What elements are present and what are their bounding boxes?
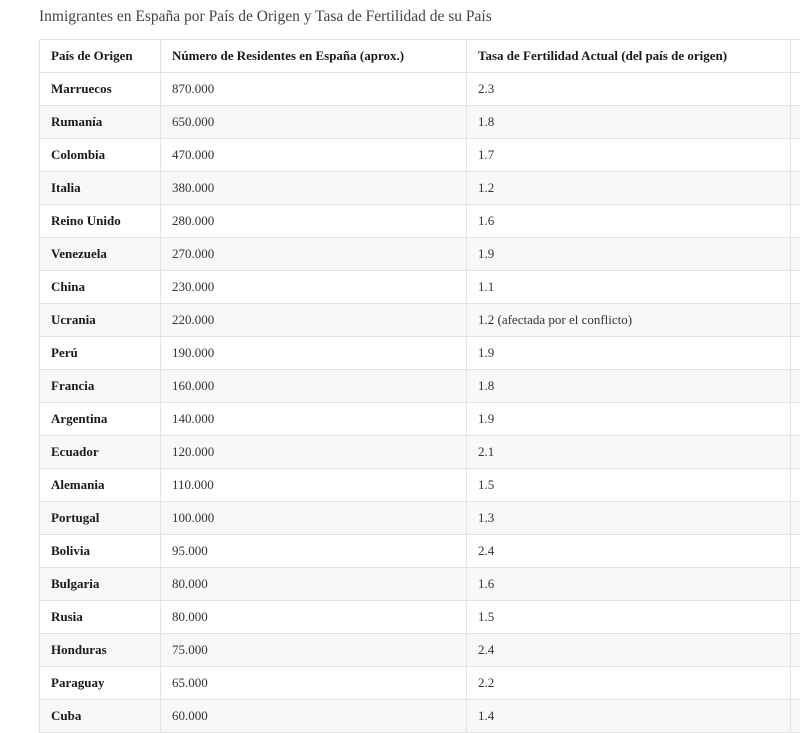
table-row bbox=[40, 205, 800, 238]
cell-country: Bolivia bbox=[40, 535, 161, 568]
cell-country: Rusia bbox=[40, 601, 161, 634]
cell-fertility: 2.2 bbox=[467, 667, 791, 700]
cell-country: Honduras bbox=[40, 634, 161, 667]
cell-fertility: 1.2 bbox=[467, 172, 791, 205]
cell-residents: 190.000 bbox=[161, 337, 467, 370]
cell-spacer bbox=[791, 634, 800, 667]
cell-country: Francia bbox=[40, 370, 161, 403]
cell-fertility: 1.9 bbox=[467, 403, 791, 436]
cell-fertility: 1.6 bbox=[467, 205, 791, 238]
table-row bbox=[40, 667, 800, 700]
cell-spacer bbox=[791, 667, 800, 700]
cell-spacer bbox=[791, 700, 800, 733]
table-row bbox=[40, 469, 800, 502]
cell-fertility: 1.6 bbox=[467, 568, 791, 601]
header-fertility: Tasa de Fertilidad Actual (del país de origen) bbox=[467, 40, 791, 73]
immigrants-table bbox=[39, 39, 800, 733]
cell-residents: 60.000 bbox=[161, 700, 467, 733]
table-row bbox=[40, 172, 800, 205]
cell-country: Paraguay bbox=[40, 667, 161, 700]
cell-spacer bbox=[791, 370, 800, 403]
cell-fertility: 2.1 bbox=[467, 436, 791, 469]
cell-spacer bbox=[791, 502, 800, 535]
cell-country: Cuba bbox=[40, 700, 161, 733]
cell-spacer bbox=[791, 469, 800, 502]
cell-country: Italia bbox=[40, 172, 161, 205]
cell-residents: 80.000 bbox=[161, 601, 467, 634]
cell-residents: 65.000 bbox=[161, 667, 467, 700]
cell-fertility: 1.9 bbox=[467, 238, 791, 271]
table-row bbox=[40, 271, 800, 304]
cell-residents: 220.000 bbox=[161, 304, 467, 337]
cell-country: Argentina bbox=[40, 403, 161, 436]
table-row bbox=[40, 304, 800, 337]
table-row bbox=[40, 535, 800, 568]
table-row bbox=[40, 106, 800, 139]
cell-fertility: 1.9 bbox=[467, 337, 791, 370]
table-body bbox=[40, 73, 800, 733]
cell-residents: 270.000 bbox=[161, 238, 467, 271]
cell-country: Venezuela bbox=[40, 238, 161, 271]
cell-fertility: 1.5 bbox=[467, 601, 791, 634]
cell-residents: 870.000 bbox=[161, 73, 467, 106]
cell-country: Colombia bbox=[40, 139, 161, 172]
cell-fertility: 1.1 bbox=[467, 271, 791, 304]
cell-spacer bbox=[791, 337, 800, 370]
cell-spacer bbox=[791, 403, 800, 436]
cell-residents: 650.000 bbox=[161, 106, 467, 139]
table-row bbox=[40, 337, 800, 370]
cell-residents: 380.000 bbox=[161, 172, 467, 205]
cell-country: Ucrania bbox=[40, 304, 161, 337]
cell-country: Bulgaria bbox=[40, 568, 161, 601]
cell-spacer bbox=[791, 601, 800, 634]
cell-spacer bbox=[791, 172, 800, 205]
table-row bbox=[40, 403, 800, 436]
header-country: País de Origen bbox=[40, 40, 161, 73]
cell-fertility: 1.2 (afectada por el conflicto) bbox=[467, 304, 791, 337]
cell-spacer bbox=[791, 238, 800, 271]
cell-residents: 100.000 bbox=[161, 502, 467, 535]
cell-fertility: 1.8 bbox=[467, 106, 791, 139]
cell-residents: 230.000 bbox=[161, 271, 467, 304]
cell-country: Marruecos bbox=[40, 73, 161, 106]
cell-spacer bbox=[791, 205, 800, 238]
cell-spacer bbox=[791, 106, 800, 139]
cell-spacer bbox=[791, 304, 800, 337]
cell-country: Ecuador bbox=[40, 436, 161, 469]
cell-residents: 470.000 bbox=[161, 139, 467, 172]
header-spacer bbox=[791, 40, 800, 73]
table-row bbox=[40, 436, 800, 469]
table-row bbox=[40, 634, 800, 667]
cell-residents: 75.000 bbox=[161, 634, 467, 667]
cell-fertility: 1.8 bbox=[467, 370, 791, 403]
cell-residents: 95.000 bbox=[161, 535, 467, 568]
cell-country: Perú bbox=[40, 337, 161, 370]
header-residents: Número de Residentes en España (aprox.) bbox=[161, 40, 467, 73]
cell-spacer bbox=[791, 271, 800, 304]
cell-residents: 280.000 bbox=[161, 205, 467, 238]
cell-spacer bbox=[791, 535, 800, 568]
cell-spacer bbox=[791, 139, 800, 172]
cell-fertility: 2.4 bbox=[467, 634, 791, 667]
cell-residents: 140.000 bbox=[161, 403, 467, 436]
table-row bbox=[40, 139, 800, 172]
cell-fertility: 1.7 bbox=[467, 139, 791, 172]
page-title: Inmigrantes en España por País de Origen y Tasa de Fertilidad de su País bbox=[39, 8, 492, 25]
cell-country: China bbox=[40, 271, 161, 304]
table-header-row bbox=[40, 40, 800, 73]
cell-residents: 80.000 bbox=[161, 568, 467, 601]
cell-country: Alemania bbox=[40, 469, 161, 502]
cell-spacer bbox=[791, 568, 800, 601]
cell-fertility: 2.4 bbox=[467, 535, 791, 568]
table-row bbox=[40, 238, 800, 271]
table-row bbox=[40, 568, 800, 601]
cell-spacer bbox=[791, 73, 800, 106]
cell-fertility: 2.3 bbox=[467, 73, 791, 106]
table-row bbox=[40, 502, 800, 535]
table-row bbox=[40, 700, 800, 733]
cell-fertility: 1.4 bbox=[467, 700, 791, 733]
table-row bbox=[40, 370, 800, 403]
cell-country: Reino Unido bbox=[40, 205, 161, 238]
cell-fertility: 1.5 bbox=[467, 469, 791, 502]
cell-country: Portugal bbox=[40, 502, 161, 535]
table-row bbox=[40, 601, 800, 634]
table-row bbox=[40, 73, 800, 106]
cell-fertility: 1.3 bbox=[467, 502, 791, 535]
cell-residents: 110.000 bbox=[161, 469, 467, 502]
cell-residents: 160.000 bbox=[161, 370, 467, 403]
cell-residents: 120.000 bbox=[161, 436, 467, 469]
data-table-container bbox=[39, 39, 800, 733]
cell-country: Rumanía bbox=[40, 106, 161, 139]
cell-spacer bbox=[791, 436, 800, 469]
